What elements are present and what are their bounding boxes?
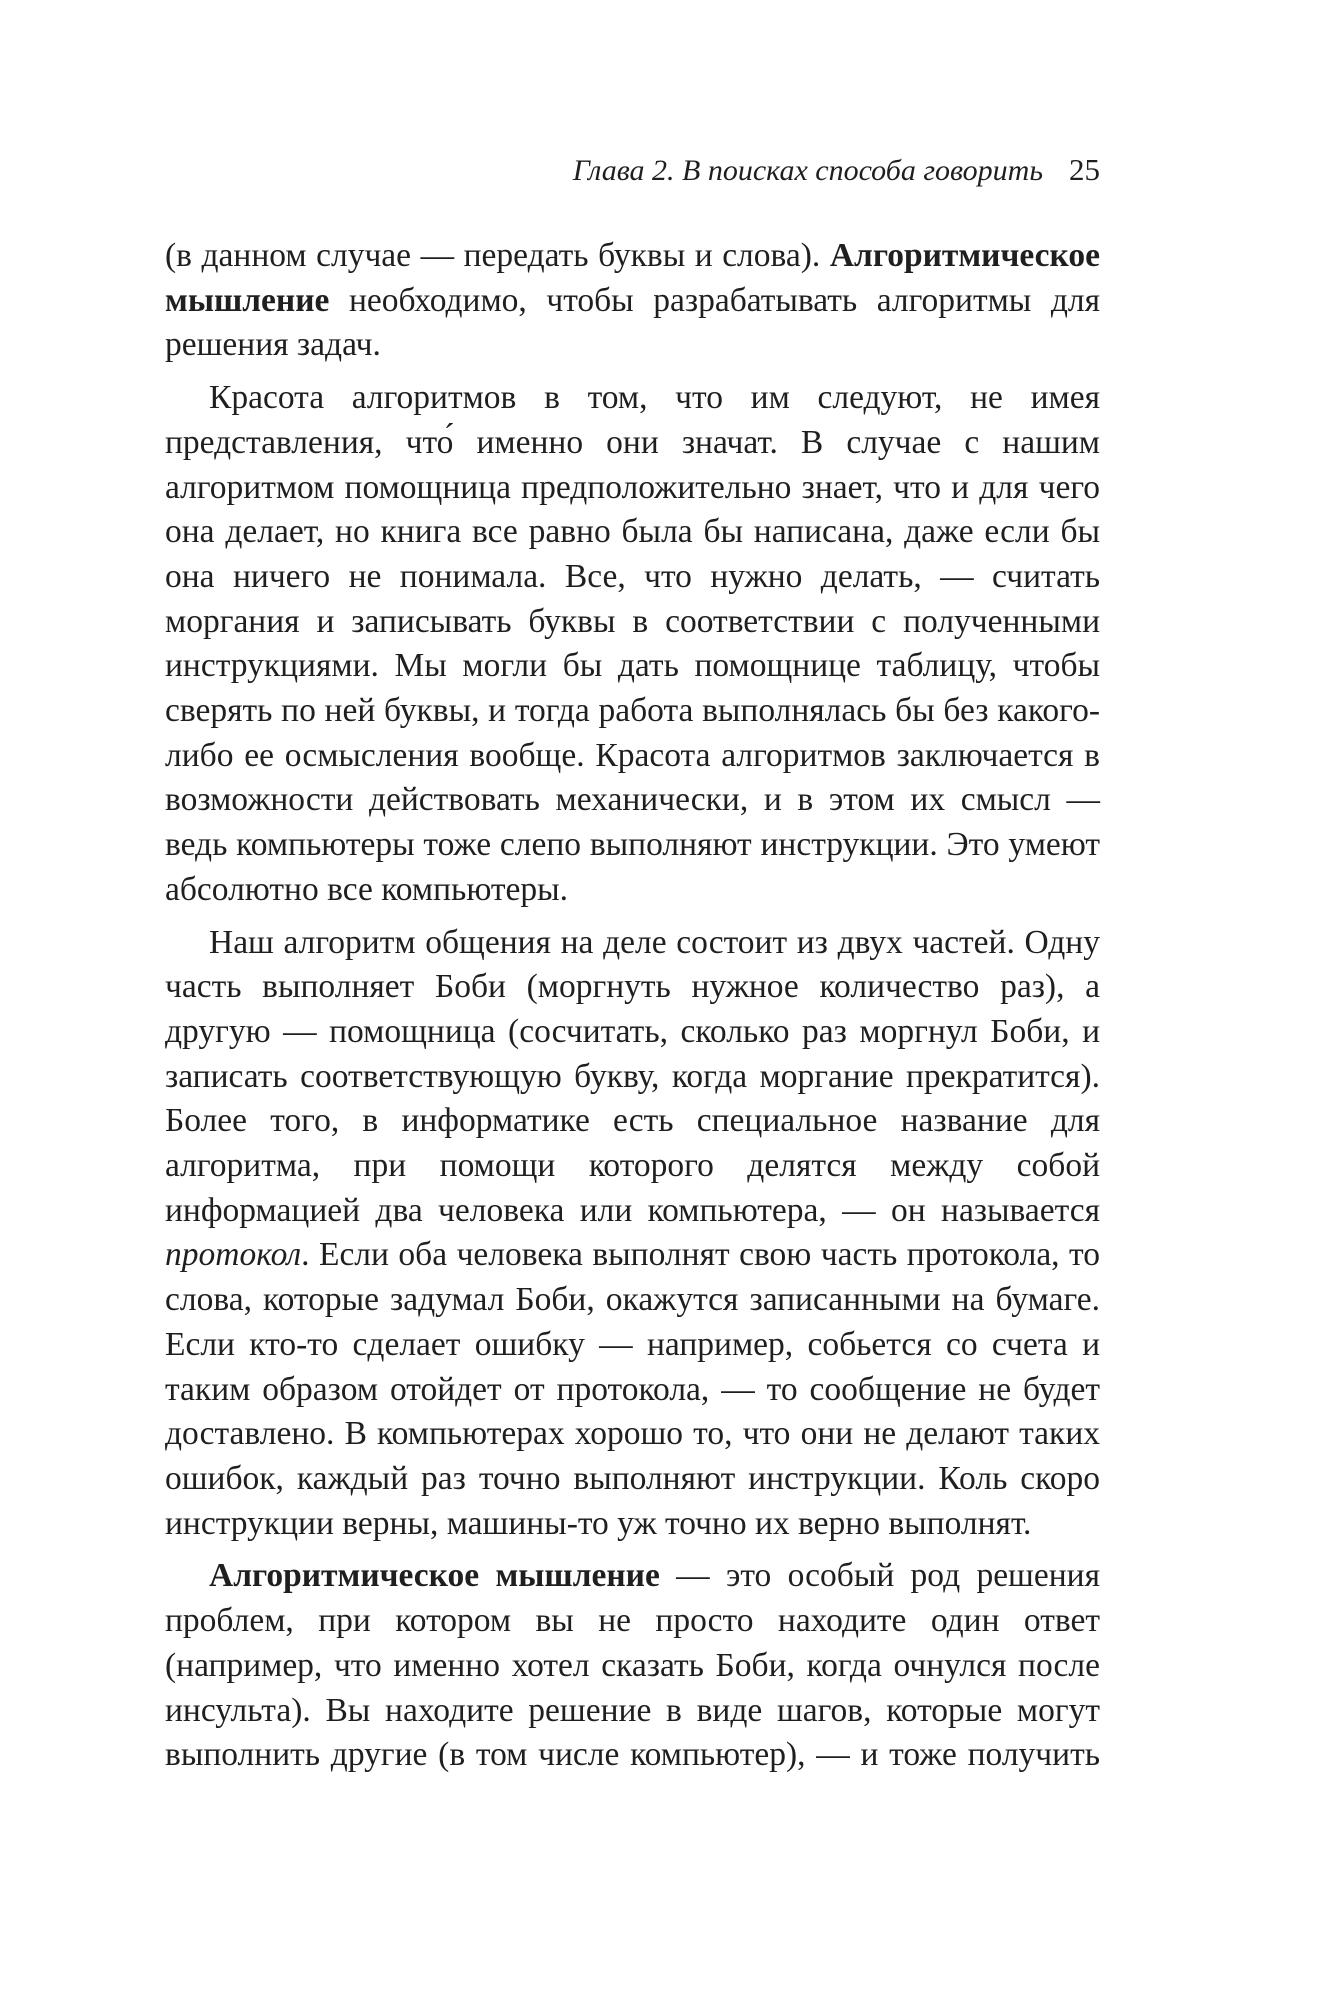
page-number: 25 bbox=[1069, 152, 1100, 187]
paragraph-1-text-a: (в данном случае — передать буквы и слова). bbox=[165, 237, 830, 274]
paragraph-1-bold-term: Алгоритмическое мышление bbox=[165, 237, 1100, 319]
paragraph-4-text: — это особый род решения проблем, при котором вы не просто находите один ответ (например, что именно хотел сказать Боби, когда очнулся после инсульта). Вы находите решение в виде шагов, которые могут выполнить другие (в том числе компьютер), — и тоже получить bbox=[165, 1557, 1100, 1774]
paragraph-3-text-a: Наш алгоритм общения на деле состоит из двух частей. Одну часть выполняет Боби (моргнуть нужное количество раз), а другую — помощница (сосчитать, сколько раз моргнул Боби, и записать соответствующую букву, когда моргание прекратится). Более того, в информатике есть специальное название для алгоритма, при помощи которого делятся между собой информацией два человека или компьютера, — он называется bbox=[165, 923, 1100, 1229]
paragraph-3-text-b: . Если оба человека выполнят свою часть протокола, то слова, которые задумал Боби, окажутся записанными на бумаге. Если кто-то сделает ошибку — например, собьется со счета и таким образом отойдет от протокола, — то сообщение не будет доставлено. В компьютерах хорошо то, что они не делают таких ошибок, каждый раз точно выполняют инструкции. Коль скоро инструкции верны, машины-то уж точно их верно выполнят. bbox=[165, 1236, 1100, 1542]
paragraph-1 bbox=[165, 234, 1100, 368]
chapter-title: В поисках способа говорить bbox=[682, 154, 1043, 187]
paragraph-2 bbox=[165, 376, 1100, 912]
paragraph-3-italic-term: протокол bbox=[165, 1236, 302, 1274]
paragraph-3 bbox=[165, 921, 1100, 1547]
body-text bbox=[165, 234, 1100, 1778]
running-head bbox=[165, 152, 1100, 189]
paragraph-4 bbox=[165, 1554, 1100, 1778]
chapter-label: Глава 2. bbox=[572, 154, 675, 187]
paragraph-1-text-b: необходимо, чтобы разрабатывать алгоритмы для решения задач. bbox=[165, 281, 1100, 364]
paragraph-2-text: Красота алгоритмов в том, что им следуют, не имея представления, что́ именно они значат. В случае с нашим алгоритмом помощница предположительно знает, что и для чего она делает, но книга все равно была бы написана, даже если бы она ничего не понимала. Все, что нужно делать, — считать моргания и записывать буквы в соответствии с полученными инструкциями. Мы могли бы дать помощнице таблицу, чтобы сверять по ней буквы, и тогда работа выполнялась бы без какого-либо ее осмысления вообще. Красота алгоритмов заключается в возможности действовать механически, и в этом их смысл — ведь компьютеры тоже слепо выполняют инструкции. Это умеют абсолютно все компьютеры. bbox=[165, 379, 1100, 908]
paragraph-4-bold-term: Алгоритмическое мышление bbox=[209, 1557, 660, 1595]
